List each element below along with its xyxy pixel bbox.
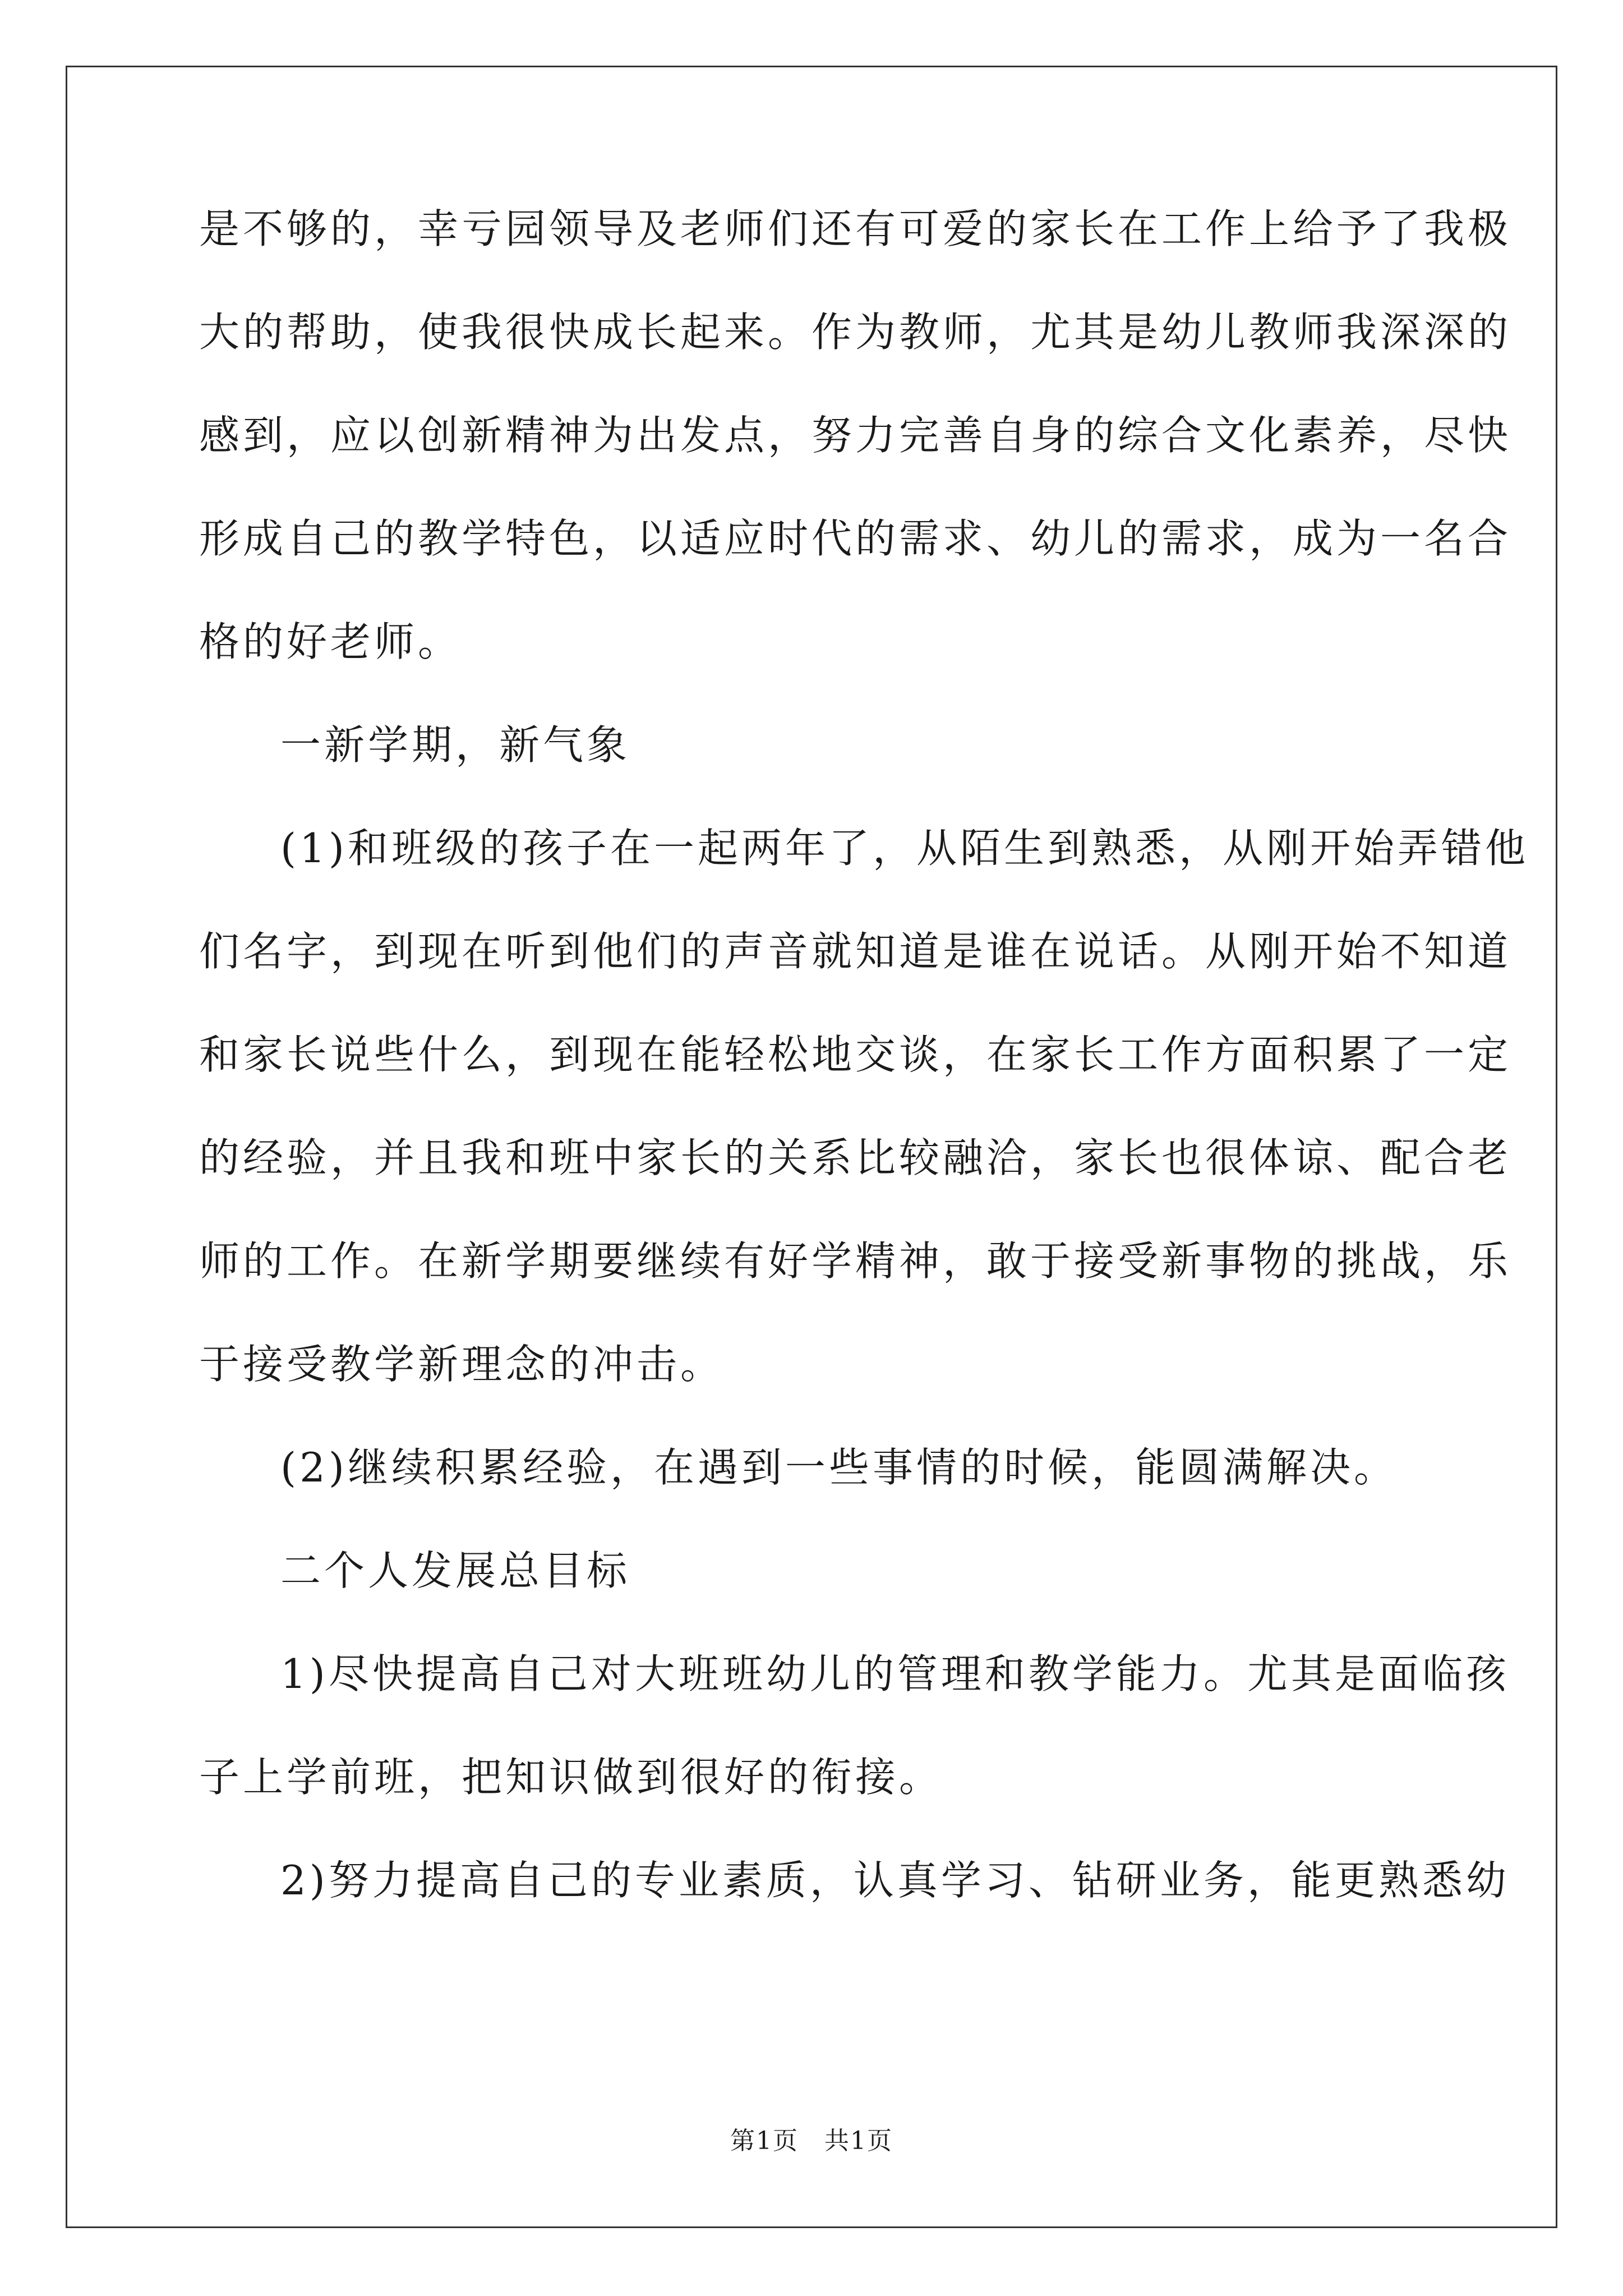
text-line: 子上学前班，把知识做到很好的衔接。 (199, 1754, 943, 1801)
text-line: 1)尽快提高自己对大班班幼儿的管理和教学能力。尤其是面临孩 (280, 1650, 1510, 1697)
text-line: 于接受教学新理念的冲击。 (199, 1341, 725, 1388)
document-body (199, 205, 1529, 1962)
text-line: 们名字，到现在听到他们的声音就知道是谁在说话。从刚开始不知道 (199, 928, 1512, 975)
section-heading: 二个人发展总目标 (280, 1547, 631, 1594)
text-line: 师的工作。在新学期要继续有好学精神，敢于接受新事物的挑战，乐 (199, 1237, 1512, 1285)
text-line: 感到，应以创新精神为出发点，努力完善自身的综合文化素养，尽快 (199, 412, 1512, 459)
text-line: 大的帮助，使我很快成长起来。作为教师，尤其是幼儿教师我深深的 (199, 309, 1512, 356)
text-line: 的经验，并且我和班中家长的关系比较融洽，家长也很体谅、配合老 (199, 1134, 1512, 1181)
text-line: (1)和班级的孩子在一起两年了，从陌生到熟悉，从刚开始弄错他 (280, 825, 1529, 872)
text-line: 2)努力提高自己的专业素质，认真学习、钻研业务，能更熟悉幼 (280, 1857, 1510, 1904)
text-line: 形成自己的教学特色，以适应时代的需求、幼儿的需求，成为一名合 (199, 515, 1512, 562)
text-line: 格的好老师。 (199, 618, 462, 665)
page-number: 第1页 共1页 (730, 2127, 893, 2155)
text-line: (2)继续积累经验，在遇到一些事情的时候，能圆满解决。 (280, 1444, 1398, 1491)
text-line: 是不够的，幸亏园领导及老师们还有可爱的家长在工作上给予了我极 (199, 205, 1512, 252)
section-heading: 一新学期，新气象 (280, 721, 631, 769)
text-line: 和家长说些什么，到现在能轻松地交谈，在家长工作方面积累了一定 (199, 1031, 1512, 1078)
